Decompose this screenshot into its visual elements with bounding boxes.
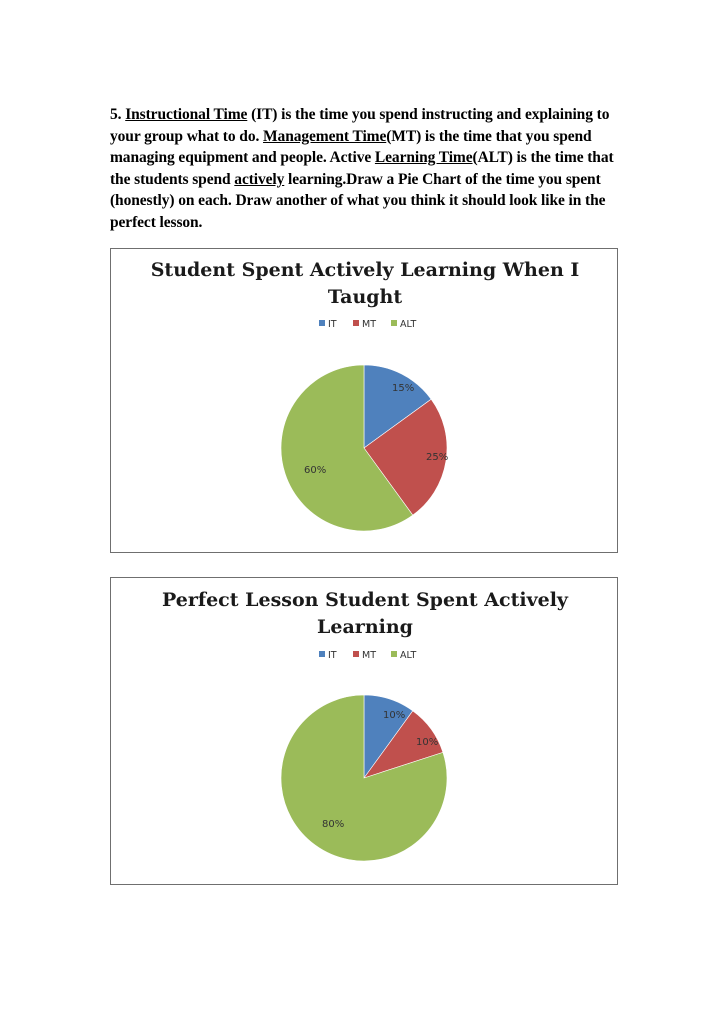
chart-title-line: Taught: [327, 286, 403, 308]
data-label-alt: 60%: [304, 465, 327, 476]
it-term: Instructional Time: [125, 106, 248, 123]
legend-label-it: IT: [328, 650, 337, 661]
legend-label-mt: MT: [362, 650, 376, 661]
data-label-mt: 25%: [426, 452, 449, 463]
legend-label-alt: ALT: [400, 319, 417, 330]
legend-label-mt: MT: [362, 319, 376, 330]
data-label-it: 10%: [383, 710, 406, 721]
mt-definition: (MT) is the time that you spend managing equipment and people. Active: [110, 127, 592, 166]
it-definition: (IT) is the time you spend instructing and explaining to your group what to do.: [110, 106, 610, 145]
legend-swatch-mt: [353, 320, 359, 326]
mt-term: Management Time: [263, 127, 387, 145]
legend-swatch-it: [319, 320, 325, 326]
instructions-paragraph: [110, 104, 620, 233]
legend-label-alt: ALT: [400, 650, 417, 661]
pie-chart-perfect-lesson-svg: [111, 578, 617, 884]
pie-chart-taught: [110, 248, 618, 553]
legend-swatch-alt: [391, 320, 397, 326]
legend-swatch-alt: [391, 651, 397, 657]
chart-title-line: Learning: [317, 616, 413, 638]
data-label-alt: 80%: [322, 819, 345, 830]
pie-chart-perfect-lesson: [110, 577, 618, 885]
chart-title-line: Perfect Lesson Student Spent Actively: [162, 589, 568, 611]
alt-term: Learning Time: [374, 149, 473, 166]
legend-label-it: IT: [328, 319, 337, 330]
question-number: 5.: [110, 106, 122, 123]
alt-definition: (ALT) is the time that the students spend: [110, 149, 614, 188]
pie-chart-taught-svg: [111, 249, 617, 552]
data-label-mt: 10%: [416, 737, 439, 748]
actively-word: actively: [234, 170, 285, 188]
legend-swatch-it: [319, 651, 325, 657]
data-label-it: 15%: [392, 383, 415, 394]
chart-title-line: Student Spent Actively Learning When I: [150, 259, 580, 281]
instructions-rest: learning.Draw a Pie Chart of the time you spent (honestly) on each. Draw another of what you think it should look like in the perfect lesson.: [110, 170, 606, 231]
legend-swatch-mt: [353, 651, 359, 657]
